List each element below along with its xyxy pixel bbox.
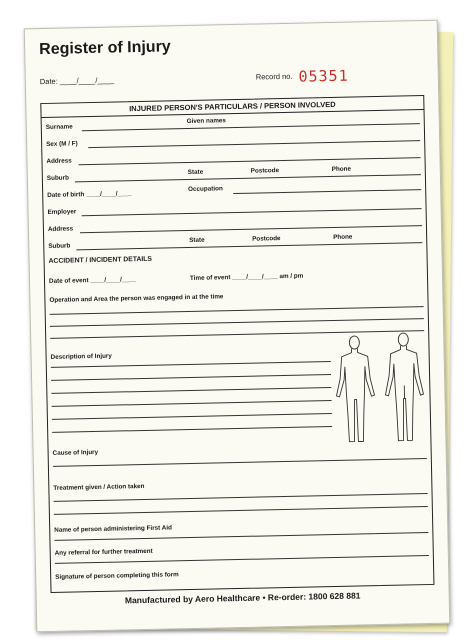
body-front-figure [332, 333, 378, 448]
treatment-label: Treatment given / Action taken [53, 482, 145, 492]
suburb-label: Suburb [46, 174, 69, 182]
operation-line-2[interactable] [50, 318, 424, 327]
first-aid-label: Name of person administering First Aid [54, 524, 172, 534]
state-label: State [187, 168, 204, 176]
postcode-label: Postcode [250, 167, 280, 175]
address-line[interactable] [79, 157, 421, 165]
employer-label: Employer [47, 208, 77, 216]
state-label-2: State [189, 236, 205, 244]
sex-line[interactable] [88, 140, 420, 148]
given-names-label: Given names [186, 117, 226, 126]
cause-line[interactable] [53, 458, 427, 467]
postcode-label-2: Postcode [252, 235, 281, 243]
suburb-line[interactable] [75, 174, 421, 182]
treatment-line-2[interactable] [54, 506, 428, 515]
description-line-5[interactable] [52, 413, 332, 420]
cause-label: Cause of Injury [52, 448, 99, 457]
record-label: Record no. [255, 71, 293, 82]
suburb-label-2: Suburb [48, 242, 71, 250]
description-line-6[interactable] [52, 426, 332, 433]
time-of-event-label[interactable]: Time of event ____/____/____ am / pm [189, 272, 304, 282]
operation-line-1[interactable] [50, 306, 424, 315]
body-back-figure [380, 330, 428, 447]
description-line-2[interactable] [51, 374, 331, 381]
treatment-line-1[interactable] [54, 493, 428, 502]
phone-label-2: Phone [333, 233, 353, 241]
phone-label: Phone [331, 165, 352, 173]
address-label: Address [46, 157, 72, 165]
description-line-3[interactable] [51, 387, 331, 394]
occupation-line[interactable] [233, 189, 421, 194]
surname-line[interactable] [82, 123, 420, 131]
referral-line[interactable] [55, 555, 429, 564]
signature-label: Signature of person completing this form [55, 571, 179, 581]
description-line-1[interactable] [51, 361, 331, 368]
date-of-event-label[interactable]: Date of event ____/____/____ [48, 276, 136, 285]
employer-line[interactable] [82, 208, 422, 216]
description-label: Description of Injury [50, 352, 112, 361]
first-aid-line[interactable] [54, 532, 428, 541]
section-header-particulars: INJURED PERSON'S PARTICULARS / PERSON INVOLVED [41, 96, 423, 118]
operation-label: Operation and Area the person was engaged in at the time [49, 293, 224, 304]
occupation-label: Occupation [188, 185, 223, 193]
date-field[interactable]: Date: ____/____/____ [39, 75, 115, 87]
manufacturer-text: Manufactured by Aero Healthcare [124, 592, 261, 606]
reorder-text: Re-order: 1800 628 881 [267, 590, 361, 603]
form-box [40, 95, 434, 593]
record-number [256, 67, 349, 87]
sex-label: Sex (M / F) [46, 140, 78, 148]
referral-label: Any referral for further treatment [54, 547, 153, 557]
form-title: Register of Injury [38, 38, 171, 59]
section-header-accident: ACCIDENT / INCIDENT DETAILS [48, 255, 153, 265]
dob-label: Date of birth ____/____/____ [47, 190, 132, 199]
description-line-4[interactable] [52, 400, 332, 407]
address-label-2: Address [47, 225, 74, 233]
suburb-line-2[interactable] [76, 242, 422, 250]
footer-bullet: • [262, 592, 268, 603]
surname-label: Surname [45, 123, 73, 131]
address-line-2[interactable] [80, 225, 422, 233]
record-number-value: 05351 [298, 66, 349, 86]
injury-form-sheet [24, 20, 451, 633]
